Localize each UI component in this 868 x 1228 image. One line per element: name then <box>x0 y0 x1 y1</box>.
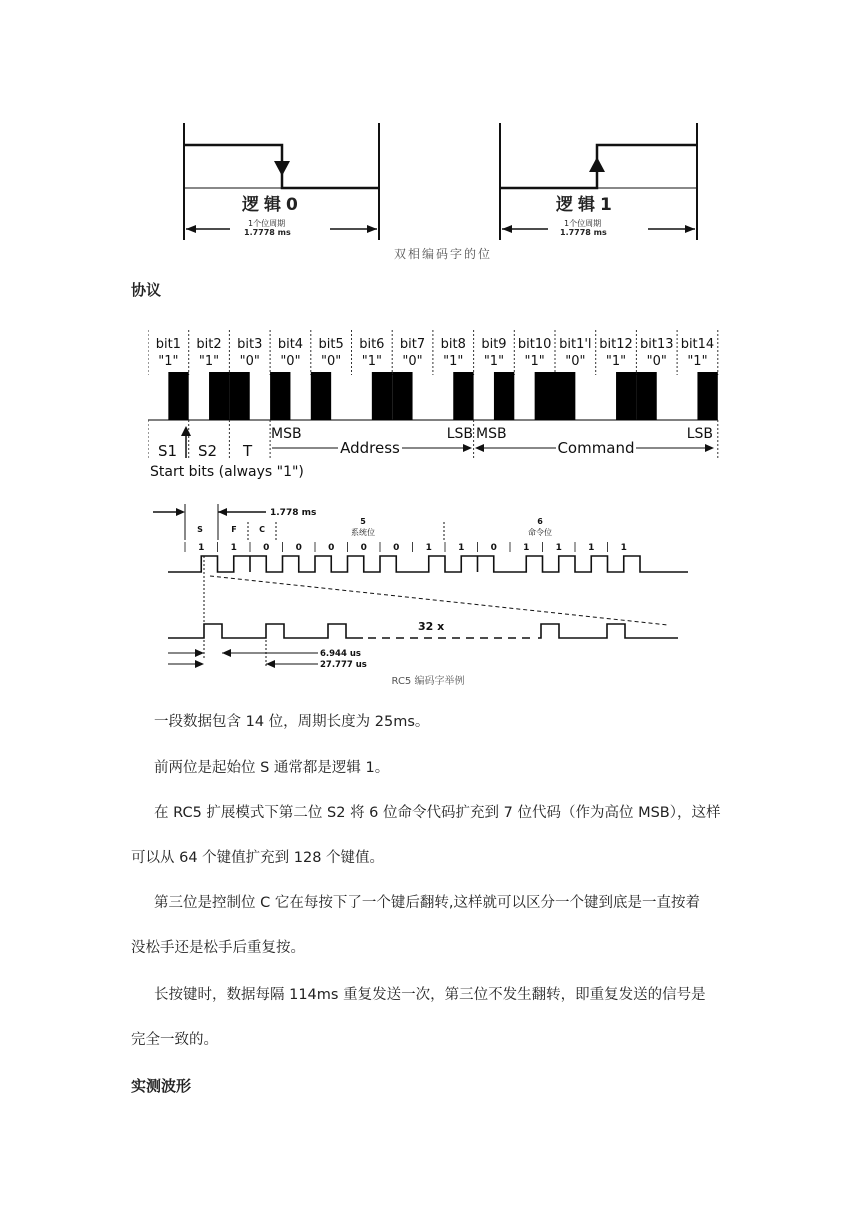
logic1-period-value: 1.7778 ms <box>560 228 607 237</box>
bit-value-label: "0" <box>321 354 342 369</box>
f-field-label: F <box>231 525 237 534</box>
bit-name-label: bit2 <box>196 337 222 352</box>
bit-waveform-block <box>616 372 636 420</box>
bit-name-label: bit4 <box>277 337 304 352</box>
carrier-waveform <box>538 624 678 638</box>
address-label: Address <box>340 439 400 457</box>
bit-value-label: "1" <box>158 354 179 369</box>
address-lsb-label: LSB <box>446 426 473 442</box>
s1-label: S1 <box>158 442 178 460</box>
bit-name-label: bit1 <box>155 337 181 352</box>
paragraph-3-cont: 可以从 64 个键值扩充到 128 个键值。 <box>131 850 385 866</box>
address-msb-label: MSB <box>271 426 302 442</box>
bit-value: 1 <box>523 543 530 553</box>
paragraph-5-cont: 完全一致的。 <box>131 1032 218 1048</box>
rc5-example-diagram <box>148 500 708 690</box>
measured-waveform-heading: 实测波形 <box>131 1077 192 1095</box>
logic1-period-label: 1个位周期 <box>564 219 602 228</box>
bit-value-label: "1" <box>687 354 708 369</box>
bit-value-label: "1" <box>483 354 505 369</box>
bit-name-label: bit7 <box>399 337 426 352</box>
command-label: Command <box>557 439 635 457</box>
command-arrow-head <box>705 444 714 452</box>
bit-name-label: bit14 <box>680 337 715 352</box>
paragraph-2: 前两位是起始位 S 通常都是逻辑 1。 <box>154 760 390 776</box>
paragraph-4: 第三位是控制位 C 它在每按下了一个键后翻转,这样就可以区分一个键到底是一直按着 <box>154 895 700 911</box>
bit-name-label: bit6 <box>359 337 385 352</box>
bit-value: 1 <box>620 543 627 553</box>
bit-value: 0 <box>490 543 497 553</box>
paragraph-5: 长按键时，数据每隔 114ms 重复发送一次，第三位不发生翻转，即重复发送的信号是 <box>154 987 706 1003</box>
bit-waveform-block <box>372 372 392 420</box>
bit-waveform-block <box>494 372 514 420</box>
code-waveform <box>168 556 688 572</box>
rc5-example-figure <box>148 500 708 690</box>
bit-waveform-block <box>555 372 575 420</box>
bit-value: 0 <box>263 543 270 553</box>
bit-waveform-block <box>453 372 473 420</box>
bit-waveform-block <box>392 372 412 420</box>
bit-waveform-block <box>311 372 331 420</box>
bit-waveform-block <box>697 372 717 420</box>
bit-value: 0 <box>360 543 367 553</box>
period-arrow-head <box>176 508 185 516</box>
carrier-waveform <box>168 624 363 638</box>
start-bits-label: Start bits (always "1") <box>150 464 304 480</box>
timing-value: 6.944 us <box>320 649 361 659</box>
bit-value: 0 <box>295 543 302 553</box>
timing-value: 27.777 us <box>320 660 367 670</box>
s2-label: S2 <box>198 442 218 460</box>
bit-waveform-block <box>270 372 290 420</box>
bit-name-label: bit10 <box>517 337 552 352</box>
bit-value: 1 <box>555 543 562 553</box>
logic0-label: 逻辑0 <box>242 195 303 215</box>
bit-value-label: "1" <box>443 354 464 369</box>
bit-name-label: bit3 <box>237 337 263 352</box>
bit-value-label: "1" <box>361 354 382 369</box>
start-arrow-head <box>181 426 191 436</box>
rc5-frame-diagram <box>148 330 720 482</box>
bit-value-label: "0" <box>402 354 423 369</box>
bit-value-label: "0" <box>239 354 260 369</box>
example-caption: RC5 编码字举例 <box>391 676 465 687</box>
bit-waveform-block <box>168 372 188 420</box>
command-lsb-label: LSB <box>686 426 713 442</box>
bit-waveform-block <box>636 372 656 420</box>
bit-waveform-block <box>535 372 555 420</box>
biphase-figure <box>170 118 710 263</box>
timing-arrow-head <box>195 649 204 657</box>
s-field-label: S <box>197 525 203 534</box>
bit-name-label: bit13 <box>639 337 674 352</box>
system-bits-label: 系统位 <box>351 528 375 537</box>
bit-waveform-block <box>209 372 229 420</box>
bit-value: 1 <box>588 543 595 553</box>
command-bits-label: 命令位 <box>528 528 552 537</box>
bit-name-label: bit1'l <box>559 337 592 352</box>
zoom-guide-line <box>210 576 668 625</box>
bit-value: 1 <box>230 543 237 553</box>
biphase-caption: 双相编码字的位 <box>394 247 493 261</box>
bit-value: 1 <box>198 543 205 553</box>
bit-value: 1 <box>425 543 432 553</box>
protocol-heading: 协议 <box>131 281 162 299</box>
bit-waveform-block <box>229 372 249 420</box>
c-field-label: C <box>259 525 265 534</box>
bit-value-label: "1" <box>605 354 627 369</box>
bit-value: 1 <box>458 543 465 553</box>
bit-value-label: "1" <box>198 354 220 369</box>
bit-value: 0 <box>393 543 400 553</box>
repeat-label: 32 x <box>418 620 445 633</box>
bit-name-label: bit8 <box>440 337 466 352</box>
bit-name-label: bit9 <box>481 337 507 352</box>
timing-arrow-head <box>195 660 204 668</box>
address-arrow-head <box>463 444 472 452</box>
command-msb-label: MSB <box>476 426 507 442</box>
logic1-label: 逻辑1 <box>556 195 617 215</box>
bit-name-label: bit5 <box>318 337 344 352</box>
period-label: 1.778 ms <box>270 508 317 518</box>
bit-value-label: "0" <box>646 354 667 369</box>
command-count-label: 6 <box>537 517 543 526</box>
logic0-period-label: 1个位周期 <box>248 219 286 228</box>
bit-value: 0 <box>328 543 335 553</box>
bit-value-label: "1" <box>524 354 545 369</box>
paragraph-1: 一段数据包含 14 位，周期长度为 25ms。 <box>154 714 430 730</box>
bit-name-label: bit12 <box>599 337 633 352</box>
logic0-period-value: 1.7778 ms <box>244 228 291 237</box>
t-label: T <box>243 442 253 460</box>
rc5-frame-figure <box>148 330 720 482</box>
bit-value-label: "0" <box>280 354 301 369</box>
system-count-label: 5 <box>360 517 366 526</box>
paragraph-4-cont: 没松手还是松手后重复按。 <box>131 940 305 956</box>
bit-value-label: "0" <box>565 354 586 369</box>
paragraph-3: 在 RC5 扩展模式下第二位 S2 将 6 位命令代码扩充到 7 位代码（作为高位 MSB），这样 <box>154 805 721 821</box>
